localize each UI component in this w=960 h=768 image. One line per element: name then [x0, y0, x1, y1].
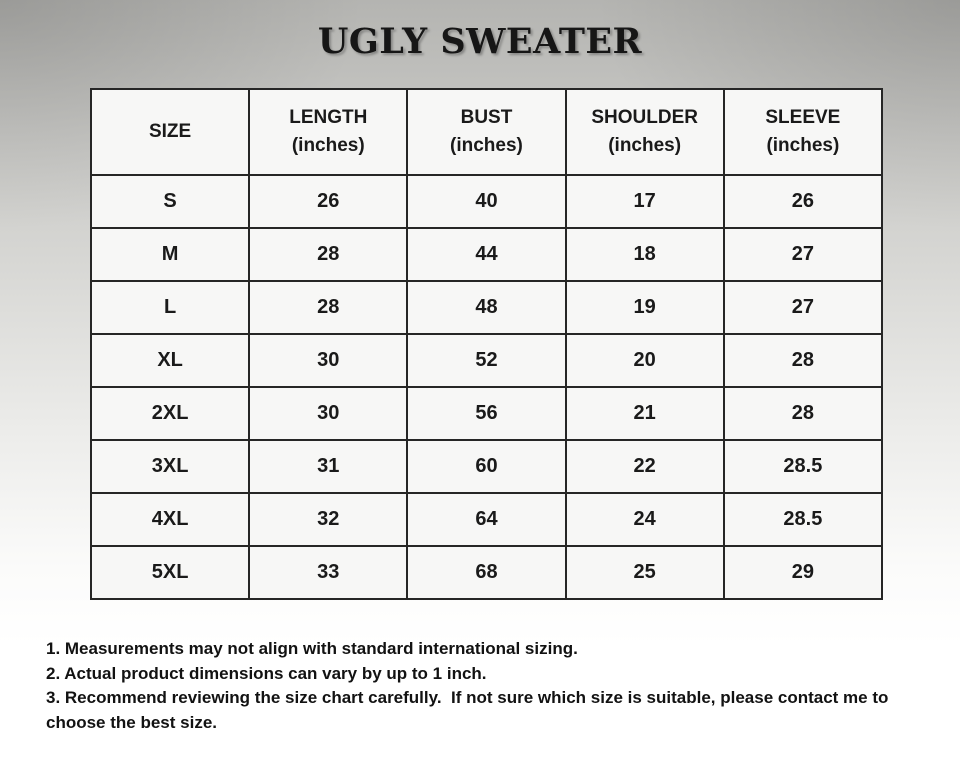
note-3: 3. Recommend reviewing the size chart carefully. If not sure which size is suitable, please contact me to choose the best size. [46, 688, 894, 732]
table-row [91, 334, 882, 387]
note-1: 1. Measurements may not align with standard international sizing. [46, 639, 578, 658]
cell-length: 28 [249, 281, 407, 334]
cell-shoulder: 20 [566, 334, 724, 387]
header-label: SLEEVE [765, 107, 841, 128]
cell-shoulder: 17 [566, 175, 724, 228]
cell-bust: 68 [407, 546, 565, 599]
header-unit: (inches) [450, 135, 523, 156]
size-table [90, 88, 883, 600]
page-title: UGLY SWEATER [317, 21, 643, 62]
cell-bust: 44 [407, 228, 565, 281]
header-label: BUST [460, 107, 513, 128]
note-2: 2. Actual product dimensions can vary by up to 1 inch. [46, 663, 487, 683]
cell-bust: 56 [407, 387, 565, 440]
table-row [91, 281, 882, 334]
cell-size: 4XL [91, 493, 249, 546]
table-row [91, 175, 882, 228]
header-cell-shoulder [566, 89, 724, 175]
table-row [91, 493, 882, 546]
header-cell-bust [407, 89, 565, 175]
cell-length: 28 [249, 228, 407, 281]
cell-bust: 60 [407, 440, 565, 493]
table-row [91, 440, 882, 493]
header-unit: (inches) [608, 135, 682, 156]
cell-shoulder: 22 [566, 440, 724, 493]
cell-length: 31 [249, 440, 407, 493]
cell-sleeve: 28 [724, 387, 882, 440]
header-cell-sleeve [724, 89, 882, 175]
table-header-row [91, 89, 882, 175]
header-unit: (inches) [766, 135, 840, 156]
table-row [91, 387, 882, 440]
header-label: SHOULDER [591, 107, 698, 128]
cell-size: 3XL [91, 440, 249, 493]
header-cell-size [91, 89, 249, 175]
cell-size: 2XL [91, 387, 249, 440]
cell-shoulder: 21 [566, 387, 724, 440]
cell-sleeve: 27 [724, 281, 882, 334]
cell-sleeve: 28 [724, 334, 882, 387]
cell-size: XL [91, 334, 249, 387]
cell-sleeve: 28.5 [724, 440, 882, 493]
table-row [91, 546, 882, 599]
cell-sleeve: 27 [724, 228, 882, 281]
cell-length: 32 [249, 493, 407, 546]
cell-bust: 48 [407, 281, 565, 334]
header-label: LENGTH [289, 107, 368, 128]
cell-bust: 52 [407, 334, 565, 387]
cell-shoulder: 18 [566, 228, 724, 281]
header-cell-length [249, 89, 407, 175]
cell-bust: 64 [407, 493, 565, 546]
cell-sleeve: 28.5 [724, 493, 882, 546]
cell-bust: 40 [407, 175, 565, 228]
table-row [91, 228, 882, 281]
cell-sleeve: 29 [724, 546, 882, 599]
header-unit: (inches) [291, 135, 365, 156]
header-label: SIZE [148, 121, 192, 142]
cell-size: M [91, 228, 249, 281]
cell-size: 5XL [91, 546, 249, 599]
cell-length: 30 [249, 387, 407, 440]
cell-sleeve: 26 [724, 175, 882, 228]
cell-size: L [91, 281, 249, 334]
cell-length: 26 [249, 175, 407, 228]
cell-shoulder: 25 [566, 546, 724, 599]
cell-shoulder: 19 [566, 281, 724, 334]
cell-shoulder: 24 [566, 493, 724, 546]
cell-size: S [91, 175, 249, 228]
cell-length: 30 [249, 334, 407, 387]
notes-section [46, 637, 926, 735]
cell-length: 33 [249, 546, 407, 599]
